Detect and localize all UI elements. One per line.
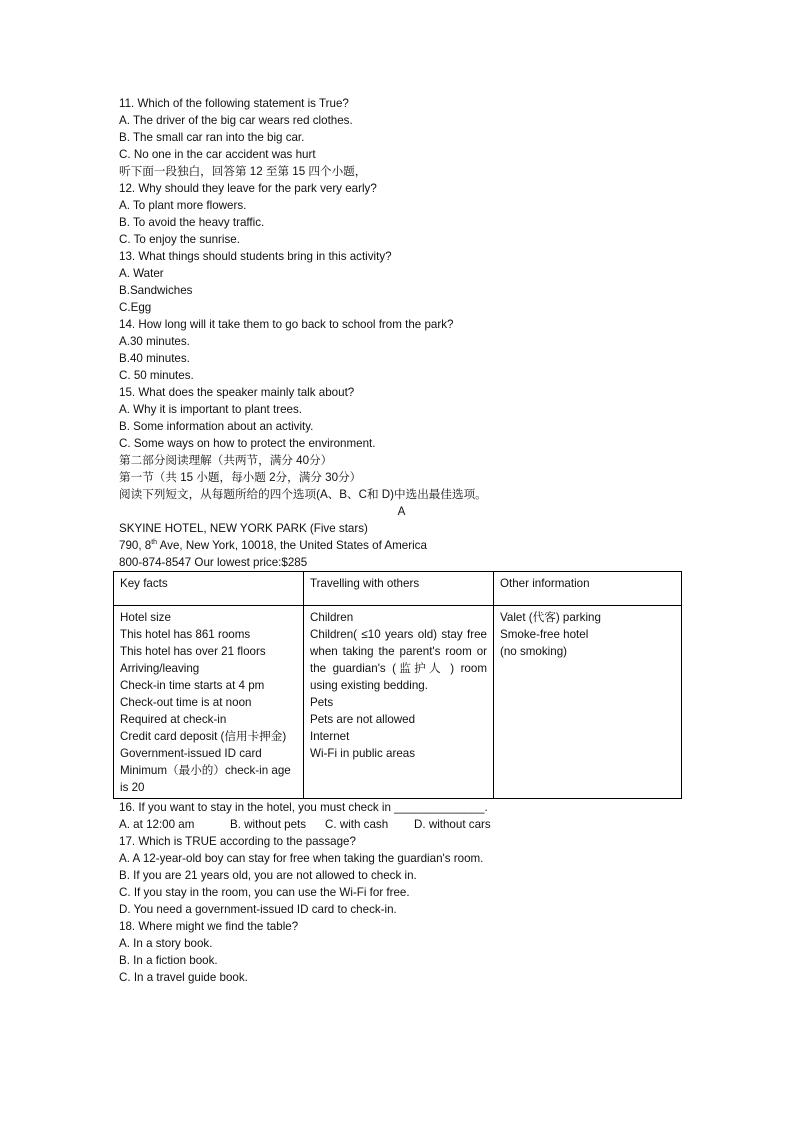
option: A. To plant more flowers. (119, 199, 247, 212)
option: C. with cash (325, 818, 389, 831)
list-item: Check-out time is at noon (120, 696, 252, 709)
list-item: Minimum（最小的）check-in age is 20 (120, 764, 291, 794)
children-text: Children( ≤10 years old) stay free when taking the parent's room or the guardian's (监护人 ) room using existing bedding. (310, 628, 487, 692)
option: A. Why it is important to plant trees. (119, 403, 302, 416)
hotel-info-table (113, 571, 682, 799)
question-13: 13. What things should students bring in this activity? (119, 250, 392, 263)
option: D. without cars (414, 818, 491, 831)
option: B.40 minutes. (119, 352, 190, 365)
list-item: (no smoking) (500, 645, 568, 658)
internet-text: Wi-Fi in public areas (310, 747, 416, 760)
passage-label: A (397, 505, 406, 518)
option: B. In a fiction book. (119, 954, 218, 967)
question-15: 15. What does the speaker mainly talk about? (119, 386, 355, 399)
option: C. No one in the car accident was hurt (119, 148, 316, 161)
list-item: Smoke-free hotel (500, 628, 589, 641)
hotel-name: SKYINE HOTEL, NEW YORK PARK (Five stars) (119, 522, 368, 535)
table-row (114, 606, 682, 799)
header-travelling: Travelling with others (304, 572, 494, 606)
option: B.Sandwiches (119, 284, 193, 297)
option: C.Egg (119, 301, 152, 314)
option: A. A 12-year-old boy can stay for free when taking the guardian's room. (119, 852, 484, 865)
question-18: 18. Where might we find the table? (119, 920, 299, 933)
option: A. The driver of the big car wears red clothes. (119, 114, 353, 127)
header-other-info: Other information (494, 572, 682, 606)
option: C. If you stay in the room, you can use the Wi-Fi for free. (119, 886, 410, 899)
option: B. To avoid the heavy traffic. (119, 216, 265, 229)
list-item: Valet (代客) parking (500, 611, 601, 624)
hotel-address: 790, 8th Ave, New York, 10018, the United States of America (119, 539, 427, 552)
list-item: Credit card deposit (信用卡押金) (120, 730, 287, 743)
section1-title: 第一节（共 15 小题，每小题 2分，满分 30分） (119, 471, 362, 484)
question-12: 12. Why should they leave for the park very early? (119, 182, 377, 195)
exam-page (119, 95, 684, 986)
list-item: Hotel size (120, 611, 171, 624)
table-header-row (114, 572, 682, 606)
option: D. You need a government-issued ID card to check-in. (119, 903, 397, 916)
option: B. Some information about an activity. (119, 420, 314, 433)
list-item: Check-in time starts at 4 pm (120, 679, 265, 692)
reading-instruction: 阅读下列短文，从每题所给的四个选项(A、B、C和 D)中选出最佳选项。 (119, 488, 487, 501)
other-info-cell (494, 606, 682, 799)
list-item: Required at check-in (120, 713, 227, 726)
list-item: Government-issued ID card (120, 747, 262, 760)
question-11: 11. Which of the following statement is True? (119, 97, 349, 110)
list-item: This hotel has 861 rooms (120, 628, 251, 641)
option: A. at 12:00 am (119, 818, 195, 831)
key-facts-cell (114, 606, 304, 799)
travelling-cell (304, 606, 494, 799)
monologue-instruction: 听下面一段独白，回答第 12 至第 15 四个小题， (119, 165, 367, 178)
pets-text: Pets are not allowed (310, 713, 416, 726)
options-row (119, 816, 684, 833)
pets-title: Pets (310, 696, 334, 709)
list-item: Arriving/leaving (120, 662, 200, 675)
question-16: 16. If you want to stay in the hotel, you must check in ______________. (119, 801, 488, 814)
list-item: This hotel has over 21 floors (120, 645, 266, 658)
part2-title: 第二部分阅读理解（共两节，满分 40分） (119, 454, 333, 467)
option: B. If you are 21 years old, you are not allowed to check in. (119, 869, 417, 882)
children-title: Children (310, 611, 354, 624)
option: C. Some ways on how to protect the environment. (119, 437, 376, 450)
question-17: 17. Which is TRUE according to the passage? (119, 835, 356, 848)
option: C. 50 minutes. (119, 369, 194, 382)
option: A. Water (119, 267, 164, 280)
option: C. To enjoy the sunrise. (119, 233, 240, 246)
question-14: 14. How long will it take them to go back to school from the park? (119, 318, 454, 331)
internet-title: Internet (310, 730, 350, 743)
option: A. In a story book. (119, 937, 213, 950)
hotel-phone-price: 800-874-8547 Our lowest price:$285 (119, 556, 308, 569)
option: A.30 minutes. (119, 335, 190, 348)
option: B. without pets (230, 818, 307, 831)
option: C. In a travel guide book. (119, 971, 248, 984)
option: B. The small car ran into the big car. (119, 131, 305, 144)
header-key-facts: Key facts (114, 572, 304, 606)
